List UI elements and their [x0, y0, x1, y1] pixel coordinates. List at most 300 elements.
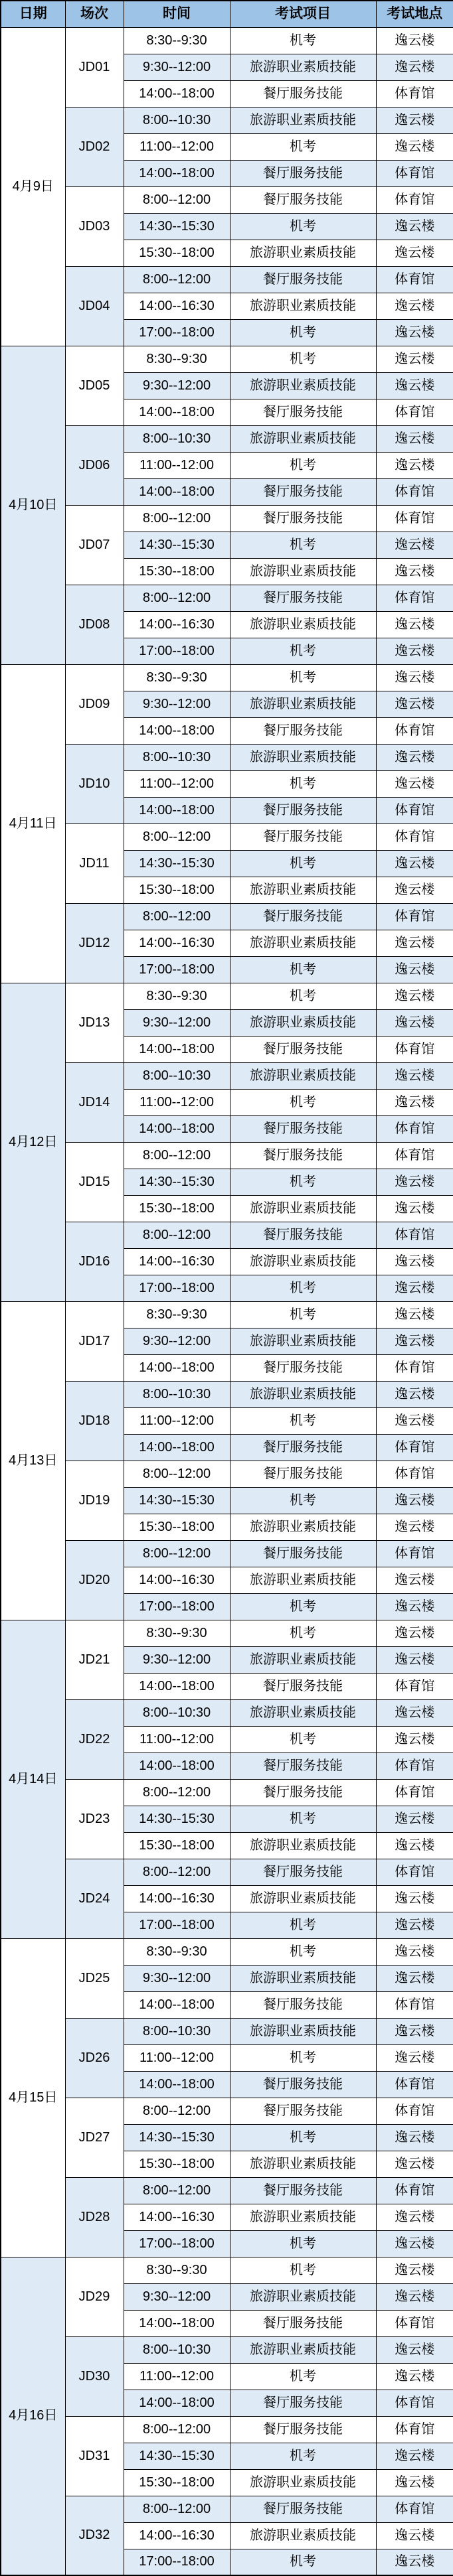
- table-row: [1, 1142, 453, 1169]
- session-cell: JD22: [65, 1699, 124, 1779]
- time-cell: 14:00--18:00: [124, 1753, 230, 1779]
- location-cell: 体育馆: [376, 1779, 453, 1806]
- location-cell: 逸云楼: [376, 1912, 453, 1938]
- date-cell: 4月10日: [1, 346, 65, 664]
- time-cell: 8:30--9:30: [124, 1620, 230, 1646]
- table-row: [1, 1540, 453, 1567]
- time-cell: 14:00--16:30: [124, 1248, 230, 1275]
- date-cell: 4月12日: [1, 983, 65, 1301]
- location-cell: 逸云楼: [376, 2522, 453, 2549]
- session-cell: JD01: [65, 27, 124, 107]
- subject-cell: 旅游职业素质技能: [230, 744, 376, 770]
- subject-cell: 旅游职业素质技能: [230, 1381, 376, 1407]
- table-row: [1, 1859, 453, 1885]
- subject-cell: 机考: [230, 1407, 376, 1434]
- table-row: [1, 1301, 453, 1328]
- location-cell: 逸云楼: [376, 1806, 453, 1832]
- time-cell: 17:00--18:00: [124, 638, 230, 664]
- time-cell: 8:00--10:30: [124, 2336, 230, 2363]
- session-cell: JD26: [65, 2018, 124, 2098]
- subject-cell: 餐厅服务技能: [230, 1036, 376, 1062]
- time-cell: 14:00--18:00: [124, 1115, 230, 1142]
- location-cell: 体育馆: [376, 1753, 453, 1779]
- time-cell: 8:00--10:30: [124, 1062, 230, 1089]
- subject-cell: 机考: [230, 1487, 376, 1514]
- session-cell: JD15: [65, 1142, 124, 1222]
- subject-cell: 餐厅服务技能: [230, 1779, 376, 1806]
- time-cell: 8:30--9:30: [124, 1938, 230, 1965]
- time-cell: 8:00--12:00: [124, 903, 230, 930]
- date-cell: 4月13日: [1, 1301, 65, 1620]
- subject-cell: 餐厅服务技能: [230, 1753, 376, 1779]
- location-cell: 逸云楼: [376, 107, 453, 133]
- date-cell: 4月14日: [1, 1620, 65, 1938]
- time-cell: 14:00--16:30: [124, 2522, 230, 2549]
- time-cell: 14:30--15:30: [124, 213, 230, 240]
- location-cell: 逸云楼: [376, 2018, 453, 2044]
- location-cell: 逸云楼: [376, 2549, 453, 2575]
- location-cell: 逸云楼: [376, 1195, 453, 1222]
- subject-cell: 旅游职业素质技能: [230, 1248, 376, 1275]
- session-cell: JD20: [65, 1540, 124, 1620]
- time-cell: 14:00--18:00: [124, 1354, 230, 1381]
- time-cell: 8:00--12:00: [124, 266, 230, 293]
- header-row: [1, 1, 453, 27]
- subject-cell: 机考: [230, 2230, 376, 2257]
- time-cell: 14:00--18:00: [124, 478, 230, 505]
- time-cell: 11:00--12:00: [124, 1089, 230, 1115]
- time-cell: 14:00--16:30: [124, 1567, 230, 1593]
- subject-cell: 餐厅服务技能: [230, 478, 376, 505]
- session-cell: JD02: [65, 107, 124, 186]
- subject-cell: 机考: [230, 532, 376, 558]
- table-row: [1, 744, 453, 770]
- subject-cell: 旅游职业素质技能: [230, 54, 376, 80]
- session-cell: JD25: [65, 1938, 124, 2018]
- location-cell: 逸云楼: [376, 1514, 453, 1540]
- subject-cell: 餐厅服务技能: [230, 399, 376, 425]
- location-cell: 逸云楼: [376, 770, 453, 797]
- time-cell: 8:30--9:30: [124, 2257, 230, 2283]
- location-cell: 体育馆: [376, 399, 453, 425]
- time-cell: 8:00--10:30: [124, 1699, 230, 1726]
- session-cell: JD03: [65, 186, 124, 266]
- time-cell: 17:00--18:00: [124, 1593, 230, 1620]
- time-cell: 15:30--18:00: [124, 1195, 230, 1222]
- subject-cell: 餐厅服务技能: [230, 505, 376, 532]
- table-row: [1, 107, 453, 133]
- time-cell: 11:00--12:00: [124, 1726, 230, 1753]
- session-cell: JD11: [65, 823, 124, 903]
- subject-cell: 餐厅服务技能: [230, 2177, 376, 2204]
- time-cell: 8:00--12:00: [124, 1142, 230, 1169]
- time-cell: 11:00--12:00: [124, 2044, 230, 2071]
- session-cell: JD14: [65, 1062, 124, 1142]
- location-cell: 逸云楼: [376, 2230, 453, 2257]
- time-cell: 11:00--12:00: [124, 452, 230, 478]
- time-cell: 14:00--18:00: [124, 717, 230, 744]
- subject-cell: 机考: [230, 2443, 376, 2469]
- subject-cell: 旅游职业素质技能: [230, 107, 376, 133]
- location-cell: 体育馆: [376, 2416, 453, 2443]
- location-cell: 逸云楼: [376, 1832, 453, 1859]
- time-cell: 14:30--15:30: [124, 2443, 230, 2469]
- time-cell: 17:00--18:00: [124, 2549, 230, 2575]
- time-cell: 15:30--18:00: [124, 558, 230, 585]
- time-cell: 8:00--12:00: [124, 2098, 230, 2124]
- subject-cell: 旅游职业素质技能: [230, 2283, 376, 2310]
- subject-cell: 餐厅服务技能: [230, 2310, 376, 2336]
- subject-cell: 机考: [230, 956, 376, 983]
- subject-cell: 餐厅服务技能: [230, 2416, 376, 2443]
- location-cell: 逸云楼: [376, 877, 453, 903]
- table-row: [1, 1620, 453, 1646]
- table-row: [1, 2257, 453, 2283]
- time-cell: 8:00--12:00: [124, 2177, 230, 2204]
- time-cell: 14:00--18:00: [124, 160, 230, 186]
- time-cell: 8:30--9:30: [124, 983, 230, 1009]
- location-cell: 体育馆: [376, 186, 453, 213]
- time-cell: 8:00--10:30: [124, 744, 230, 770]
- location-cell: 逸云楼: [376, 1646, 453, 1673]
- subject-cell: 餐厅服务技能: [230, 1222, 376, 1248]
- location-cell: 逸云楼: [376, 2443, 453, 2469]
- location-cell: 体育馆: [376, 903, 453, 930]
- subject-cell: 机考: [230, 1726, 376, 1753]
- time-cell: 11:00--12:00: [124, 133, 230, 160]
- location-cell: 逸云楼: [376, 558, 453, 585]
- location-cell: 体育馆: [376, 1461, 453, 1487]
- session-cell: JD32: [65, 2496, 124, 2575]
- time-cell: 14:30--15:30: [124, 1806, 230, 1832]
- location-cell: 逸云楼: [376, 930, 453, 956]
- location-cell: 体育馆: [376, 2496, 453, 2522]
- subject-cell: 旅游职业素质技能: [230, 425, 376, 452]
- time-cell: 8:00--12:00: [124, 2416, 230, 2443]
- subject-cell: 机考: [230, 1593, 376, 1620]
- location-cell: 逸云楼: [376, 1301, 453, 1328]
- time-cell: 14:30--15:30: [124, 850, 230, 877]
- time-cell: 8:00--12:00: [124, 505, 230, 532]
- subject-cell: 机考: [230, 213, 376, 240]
- time-cell: 9:30--12:00: [124, 54, 230, 80]
- subject-cell: 旅游职业素质技能: [230, 930, 376, 956]
- location-cell: 体育馆: [376, 505, 453, 532]
- subject-cell: 餐厅服务技能: [230, 1673, 376, 1699]
- subject-cell: 旅游职业素质技能: [230, 2522, 376, 2549]
- session-cell: JD18: [65, 1381, 124, 1461]
- subject-cell: 机考: [230, 2124, 376, 2151]
- location-cell: 逸云楼: [376, 1062, 453, 1089]
- location-cell: 体育馆: [376, 2098, 453, 2124]
- time-cell: 9:30--12:00: [124, 1009, 230, 1036]
- time-cell: 11:00--12:00: [124, 1407, 230, 1434]
- time-cell: 14:00--18:00: [124, 2071, 230, 2098]
- time-cell: 9:30--12:00: [124, 1328, 230, 1354]
- time-cell: 8:00--10:30: [124, 2018, 230, 2044]
- time-cell: 17:00--18:00: [124, 956, 230, 983]
- time-cell: 14:30--15:30: [124, 532, 230, 558]
- subject-cell: 机考: [230, 983, 376, 1009]
- table-row: [1, 2018, 453, 2044]
- table-row: [1, 1461, 453, 1487]
- location-cell: 体育馆: [376, 478, 453, 505]
- location-cell: 体育馆: [376, 2071, 453, 2098]
- location-cell: 体育馆: [376, 1991, 453, 2018]
- time-cell: 11:00--12:00: [124, 770, 230, 797]
- location-cell: 逸云楼: [376, 2204, 453, 2230]
- time-cell: 9:30--12:00: [124, 2283, 230, 2310]
- location-cell: 体育馆: [376, 1036, 453, 1062]
- location-cell: 逸云楼: [376, 1275, 453, 1301]
- table-row: [1, 2416, 453, 2443]
- time-cell: 14:00--18:00: [124, 2390, 230, 2416]
- subject-cell: 机考: [230, 346, 376, 372]
- table-row: [1, 2098, 453, 2124]
- table-row: [1, 1381, 453, 1407]
- location-cell: 逸云楼: [376, 1381, 453, 1407]
- table-row: [1, 983, 453, 1009]
- subject-cell: 旅游职业素质技能: [230, 1062, 376, 1089]
- session-cell: JD08: [65, 585, 124, 664]
- subject-cell: 旅游职业素质技能: [230, 1832, 376, 1859]
- subject-cell: 机考: [230, 27, 376, 54]
- subject-cell: 餐厅服务技能: [230, 2098, 376, 2124]
- time-cell: 14:00--16:30: [124, 611, 230, 638]
- location-cell: 逸云楼: [376, 2469, 453, 2496]
- subject-cell: 机考: [230, 664, 376, 691]
- table-row: [1, 266, 453, 293]
- subject-cell: 餐厅服务技能: [230, 1354, 376, 1381]
- location-cell: 体育馆: [376, 823, 453, 850]
- subject-cell: 餐厅服务技能: [230, 1991, 376, 2018]
- location-cell: 体育馆: [376, 1354, 453, 1381]
- time-cell: 8:30--9:30: [124, 27, 230, 54]
- time-cell: 9:30--12:00: [124, 691, 230, 717]
- time-cell: 14:00--16:30: [124, 2204, 230, 2230]
- location-cell: 逸云楼: [376, 1726, 453, 1753]
- subject-cell: 旅游职业素质技能: [230, 1009, 376, 1036]
- time-cell: 8:00--12:00: [124, 823, 230, 850]
- subject-cell: 餐厅服务技能: [230, 80, 376, 107]
- date-cell: 4月16日: [1, 2257, 65, 2575]
- subject-cell: 餐厅服务技能: [230, 2496, 376, 2522]
- time-cell: 9:30--12:00: [124, 372, 230, 399]
- location-cell: 体育馆: [376, 1142, 453, 1169]
- subject-cell: 机考: [230, 1169, 376, 1195]
- time-cell: 15:30--18:00: [124, 240, 230, 266]
- location-cell: 体育馆: [376, 717, 453, 744]
- subject-cell: 机考: [230, 1938, 376, 1965]
- subject-cell: 旅游职业素质技能: [230, 293, 376, 319]
- location-cell: 逸云楼: [376, 1328, 453, 1354]
- subject-cell: 机考: [230, 1806, 376, 1832]
- session-cell: JD04: [65, 266, 124, 346]
- session-cell: JD06: [65, 425, 124, 505]
- location-cell: 逸云楼: [376, 691, 453, 717]
- location-cell: 逸云楼: [376, 346, 453, 372]
- location-cell: 逸云楼: [376, 27, 453, 54]
- session-cell: JD17: [65, 1301, 124, 1381]
- subject-cell: 旅游职业素质技能: [230, 2336, 376, 2363]
- subject-cell: 机考: [230, 133, 376, 160]
- subject-cell: 旅游职业素质技能: [230, 240, 376, 266]
- location-cell: 逸云楼: [376, 1089, 453, 1115]
- subject-cell: 旅游职业素质技能: [230, 1699, 376, 1726]
- location-cell: 体育馆: [376, 1434, 453, 1461]
- table-row: [1, 505, 453, 532]
- subject-cell: 机考: [230, 1301, 376, 1328]
- time-cell: 8:00--10:30: [124, 425, 230, 452]
- table-row: [1, 2336, 453, 2363]
- location-cell: 逸云楼: [376, 664, 453, 691]
- time-cell: 8:00--12:00: [124, 1779, 230, 1806]
- subject-cell: 旅游职业素质技能: [230, 1567, 376, 1593]
- location-cell: 体育馆: [376, 797, 453, 823]
- time-cell: 14:00--16:30: [124, 930, 230, 956]
- time-cell: 14:00--18:00: [124, 1036, 230, 1062]
- date-cell: 4月11日: [1, 664, 65, 983]
- subject-cell: 机考: [230, 1912, 376, 1938]
- date-cell: 4月9日: [1, 27, 65, 346]
- location-cell: 体育馆: [376, 1859, 453, 1885]
- time-cell: 8:00--10:30: [124, 107, 230, 133]
- session-cell: JD28: [65, 2177, 124, 2257]
- session-cell: JD19: [65, 1461, 124, 1540]
- schedule-body: [1, 27, 453, 2575]
- subject-cell: 餐厅服务技能: [230, 2390, 376, 2416]
- subject-cell: 旅游职业素质技能: [230, 558, 376, 585]
- subject-cell: 机考: [230, 770, 376, 797]
- subject-cell: 机考: [230, 452, 376, 478]
- subject-cell: 旅游职业素质技能: [230, 1328, 376, 1354]
- location-cell: 逸云楼: [376, 744, 453, 770]
- subject-cell: 旅游职业素质技能: [230, 1965, 376, 1991]
- time-cell: 17:00--18:00: [124, 1275, 230, 1301]
- time-cell: 17:00--18:00: [124, 319, 230, 346]
- subject-cell: 餐厅服务技能: [230, 797, 376, 823]
- table-row: [1, 1779, 453, 1806]
- subject-cell: 旅游职业素质技能: [230, 2204, 376, 2230]
- location-cell: 逸云楼: [376, 1593, 453, 1620]
- subject-cell: 机考: [230, 319, 376, 346]
- time-cell: 14:30--15:30: [124, 2124, 230, 2151]
- time-cell: 8:30--9:30: [124, 664, 230, 691]
- time-cell: 8:00--10:30: [124, 1381, 230, 1407]
- time-cell: 14:00--18:00: [124, 1434, 230, 1461]
- time-cell: 15:30--18:00: [124, 1514, 230, 1540]
- location-cell: 逸云楼: [376, 425, 453, 452]
- location-cell: 逸云楼: [376, 983, 453, 1009]
- location-cell: 体育馆: [376, 1222, 453, 1248]
- location-cell: 逸云楼: [376, 1965, 453, 1991]
- subject-cell: 餐厅服务技能: [230, 1434, 376, 1461]
- session-cell: JD29: [65, 2257, 124, 2336]
- time-cell: 8:00--12:00: [124, 1859, 230, 1885]
- session-cell: JD30: [65, 2336, 124, 2416]
- location-cell: 逸云楼: [376, 1699, 453, 1726]
- session-cell: JD27: [65, 2098, 124, 2177]
- session-cell: JD05: [65, 346, 124, 425]
- time-cell: 15:30--18:00: [124, 2469, 230, 2496]
- column-header-session: 场次: [65, 1, 124, 27]
- time-cell: 8:00--12:00: [124, 1222, 230, 1248]
- table-row: [1, 1699, 453, 1726]
- subject-cell: 机考: [230, 638, 376, 664]
- time-cell: 14:00--16:30: [124, 1885, 230, 1912]
- column-header-time: 时间: [124, 1, 230, 27]
- subject-cell: 机考: [230, 2549, 376, 2575]
- location-cell: 逸云楼: [376, 956, 453, 983]
- location-cell: 逸云楼: [376, 532, 453, 558]
- time-cell: 9:30--12:00: [124, 1965, 230, 1991]
- location-cell: 体育馆: [376, 2177, 453, 2204]
- subject-cell: 旅游职业素质技能: [230, 691, 376, 717]
- subject-cell: 机考: [230, 2363, 376, 2390]
- time-cell: 8:30--9:30: [124, 1301, 230, 1328]
- table-row: [1, 346, 453, 372]
- location-cell: 逸云楼: [376, 1567, 453, 1593]
- time-cell: 8:00--12:00: [124, 186, 230, 213]
- location-cell: 逸云楼: [376, 2257, 453, 2283]
- time-cell: 9:30--12:00: [124, 1646, 230, 1673]
- location-cell: 体育馆: [376, 160, 453, 186]
- location-cell: 逸云楼: [376, 850, 453, 877]
- subject-cell: 机考: [230, 2257, 376, 2283]
- subject-cell: 餐厅服务技能: [230, 1859, 376, 1885]
- location-cell: 逸云楼: [376, 2124, 453, 2151]
- location-cell: 体育馆: [376, 1115, 453, 1142]
- location-cell: 逸云楼: [376, 2151, 453, 2177]
- subject-cell: 旅游职业素质技能: [230, 1646, 376, 1673]
- location-cell: 逸云楼: [376, 2363, 453, 2390]
- subject-cell: 餐厅服务技能: [230, 266, 376, 293]
- subject-cell: 餐厅服务技能: [230, 1115, 376, 1142]
- location-cell: 逸云楼: [376, 1487, 453, 1514]
- time-cell: 15:30--18:00: [124, 1832, 230, 1859]
- time-cell: 17:00--18:00: [124, 1912, 230, 1938]
- location-cell: 逸云楼: [376, 611, 453, 638]
- table-row: [1, 425, 453, 452]
- column-header-date: 日期: [1, 1, 65, 27]
- subject-cell: 旅游职业素质技能: [230, 1195, 376, 1222]
- table-row: [1, 823, 453, 850]
- location-cell: 体育馆: [376, 2310, 453, 2336]
- location-cell: 逸云楼: [376, 293, 453, 319]
- time-cell: 8:00--12:00: [124, 585, 230, 611]
- location-cell: 体育馆: [376, 266, 453, 293]
- time-cell: 14:00--18:00: [124, 797, 230, 823]
- subject-cell: 旅游职业素质技能: [230, 1885, 376, 1912]
- location-cell: 逸云楼: [376, 1620, 453, 1646]
- subject-cell: 餐厅服务技能: [230, 2071, 376, 2098]
- table-row: [1, 664, 453, 691]
- time-cell: 8:00--12:00: [124, 1540, 230, 1567]
- time-cell: 14:30--15:30: [124, 1169, 230, 1195]
- time-cell: 17:00--18:00: [124, 2230, 230, 2257]
- subject-cell: 旅游职业素质技能: [230, 2151, 376, 2177]
- subject-cell: 旅游职业素质技能: [230, 2469, 376, 2496]
- subject-cell: 餐厅服务技能: [230, 1540, 376, 1567]
- session-cell: JD09: [65, 664, 124, 744]
- subject-cell: 餐厅服务技能: [230, 1142, 376, 1169]
- location-cell: 逸云楼: [376, 1407, 453, 1434]
- location-cell: 逸云楼: [376, 452, 453, 478]
- subject-cell: 机考: [230, 2044, 376, 2071]
- time-cell: 14:30--15:30: [124, 1487, 230, 1514]
- table-row: [1, 1222, 453, 1248]
- location-cell: 体育馆: [376, 80, 453, 107]
